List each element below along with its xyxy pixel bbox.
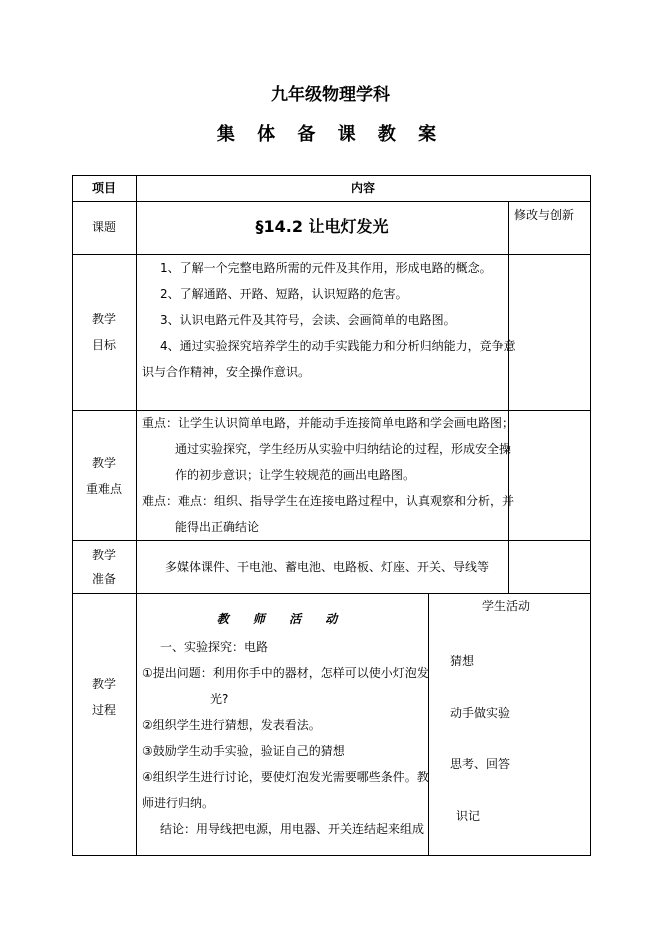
prep-value: 多媒体课件、干电池、蓄电池、电路板、灯座、开关、导线等: [165, 560, 490, 574]
goals-label: 教学: [91, 312, 116, 326]
header-item: 项目: [91, 181, 116, 195]
doc-subtitle: 集 体 备 课 教 案: [216, 124, 445, 145]
student-item: 动手做实验: [450, 706, 511, 720]
process-label-2: 过程: [91, 703, 116, 717]
key-line: 通过实验探究，学生经历从实验中归纳结论的过程，形成安全操: [175, 442, 512, 456]
student-item: 思考、回答: [450, 757, 511, 771]
goals-label-2: 目标: [91, 338, 116, 352]
goal-item: 1、了解一个完整电路所需的元件及其作用，形成电路的概念。: [160, 261, 492, 275]
teacher-line: 师进行归纳。: [142, 796, 215, 810]
student-heading: 学生活动: [482, 599, 531, 613]
key-line: 难点：难点：组织、指导学生在连接电路过程中，认真观察和分析，并: [142, 494, 515, 508]
goal-item: 4、通过实验探究培养学生的动手实践能力和分析归纳能力，竞争意: [160, 339, 516, 353]
teacher-line: ①提出问题：利用你手中的器材，怎样可以使小灯泡发: [142, 666, 429, 680]
key-line: 作的初步意识；让学生较规范的画出电路图。: [175, 468, 416, 482]
key-line: 能得出正确结论: [175, 520, 260, 534]
teacher-line: ③鼓励学生动手实验，验证自己的猜想: [142, 744, 345, 758]
notes-label: 修改与创新: [514, 208, 575, 222]
goal-item: 2、了解通路、开路、短路，认识短路的危害。: [160, 287, 408, 301]
prep-label: 教学: [91, 548, 116, 562]
key-label-2: 重难点: [85, 482, 122, 496]
goal-item: 3、认识电路元件及其符号，会读、会画简单的电路图。: [160, 313, 456, 327]
topic-value: §14.2 让电灯发光: [255, 217, 389, 236]
teacher-line: 结论：用导线把电源，用电器、开关连结起来组成: [160, 822, 425, 836]
key-line: 重点：让学生认识简单电路，并能动手连接简单电路和学会画电路图；: [142, 416, 515, 430]
teacher-heading: 教 师 活 动: [216, 612, 348, 626]
goal-item: 识与合作精神，安全操作意识。: [142, 365, 311, 379]
process-label: 教学: [91, 677, 116, 691]
prep-label-2: 准备: [91, 572, 116, 586]
student-item: 识记: [456, 809, 481, 823]
teacher-line: ②组织学生进行猜想，发表看法。: [142, 718, 321, 732]
teacher-line: 一、实验探究：电路: [160, 640, 269, 654]
key-label: 教学: [91, 456, 116, 470]
student-item: 猜想: [450, 654, 475, 668]
teacher-line: 光?: [210, 692, 229, 706]
teacher-line: ④组织学生进行讨论，要使灯泡发光需要哪些条件。教: [142, 770, 429, 784]
header-content: 内容: [350, 181, 375, 195]
doc-title: 九年级物理学科: [271, 85, 390, 105]
topic-label: 课题: [91, 220, 116, 234]
